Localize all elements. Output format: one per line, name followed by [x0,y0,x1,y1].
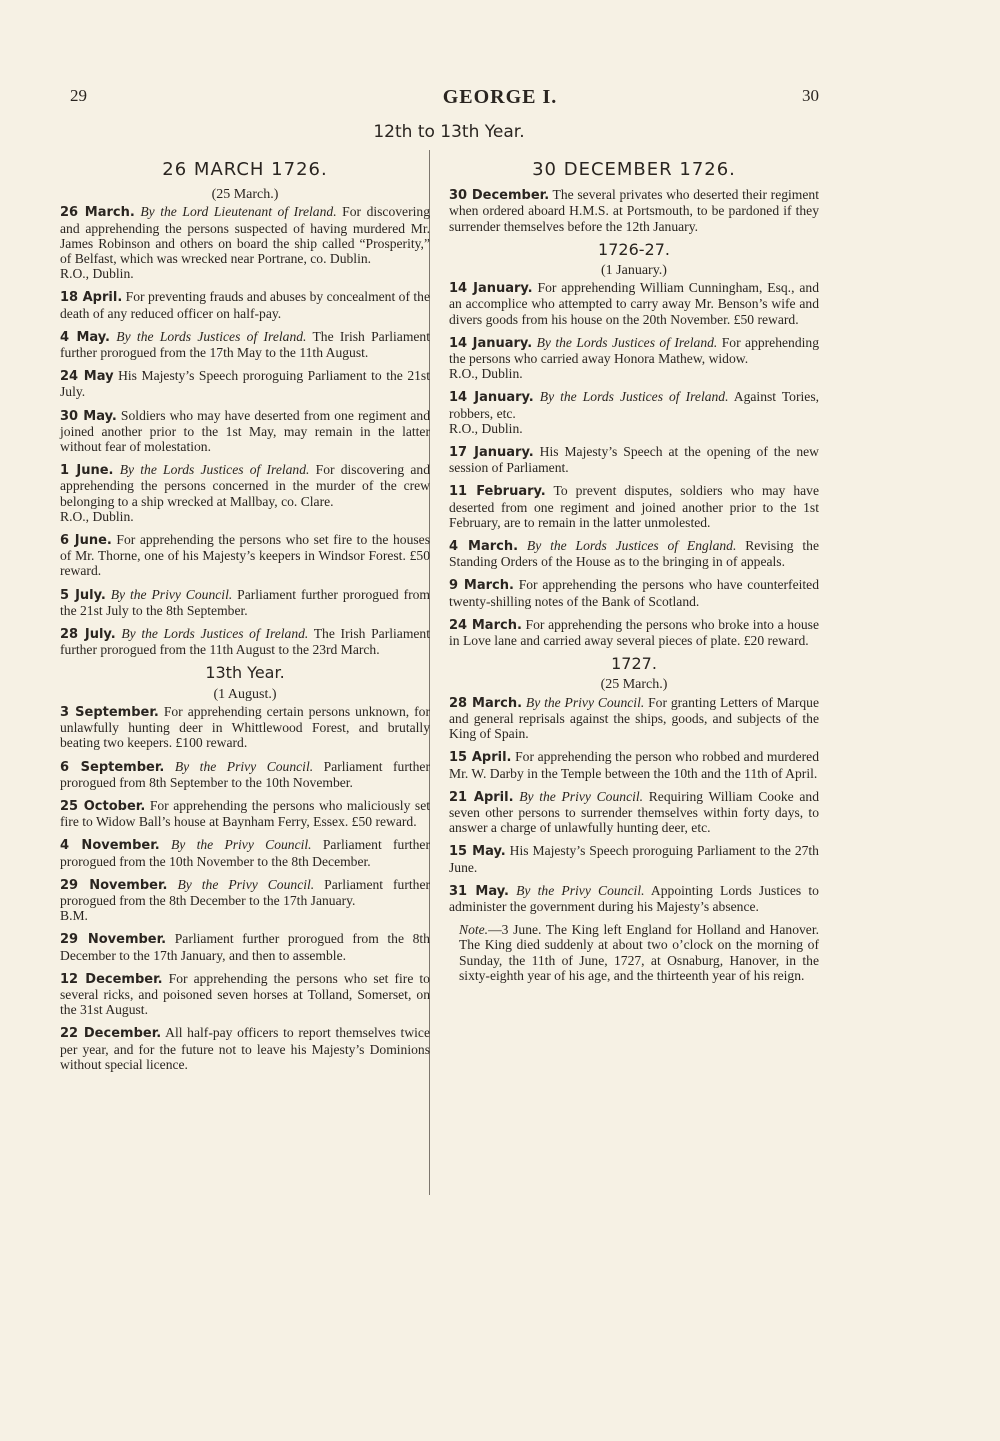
proclamation-entry [60,837,430,868]
entry-text: Parliament further prorogued from the 10th November to the 8th December. [60,837,430,869]
entry-date: 29 November. [60,877,168,893]
proclamation-entry [449,444,819,475]
entry-authority: By the Privy Council. [170,837,312,853]
left-column [60,158,430,1080]
entry-date: 5 July. [60,587,106,603]
entry-authority: By the Lords Justices of Ireland. [536,334,718,350]
entry-date: 3 September. [60,704,159,720]
entry-text: For apprehending the persons who maliciously set fire to Widow Ball’s house at Baynham Ferry, Essex. £50 reward. [60,797,430,830]
entry-text: For apprehending the persons who set fire to the houses of Mr. Thorne, one of his Majesty’s keepers in Windsor Forest. £50 reward. [60,532,430,579]
note-label: Note. [459,922,489,938]
entry-list [60,704,430,1072]
proclamation-entry [449,577,819,608]
entry-text: For discovering and apprehending the persons suspected of having murdered Mr. James Robinson and others on board the ship called “Prosperity,” of Belfast, which was wrecked near Portrane, co. Dublin. [60,204,430,267]
entry-text: His Majesty’s Speech proroguing Parliament to the 27th June. [449,843,819,875]
proclamation-entry [60,368,430,399]
proclamation-entry [449,789,819,836]
entry-text: Revising the Standing Orders of the House as to the bringing in of appeals. [449,538,820,570]
entry-text: Parliament further prorogued from the 8th December to the 17th January, and then to assemble. [60,931,430,963]
entry-date: 6 June. [60,533,112,549]
entry-text: The Irish Parliament further prorogued from the 11th August to the 23rd March. [60,626,431,658]
entry-date: 21 April. [449,789,514,805]
section-heading: 26 MARCH 1726. [162,159,328,180]
entry-date: 28 July. [60,627,116,643]
entry-text: His Majesty’s Speech at the opening of the new session of Parliament. [449,444,819,476]
proclamation-entry [60,877,430,924]
proclamation-entry [60,204,430,281]
proclamation-entry [449,749,819,780]
entry-text: Appointing Lords Justices to administer the government during his Majesty’s absence. [449,882,819,914]
entry-text: Parliament further prorogued from the 8th December to the 17th January. [60,876,431,908]
entry-text: For preventing frauds and abuses by concealment of the death of any reduced officer on half-pay. [60,289,431,321]
proclamation-entry [449,389,819,436]
entry-reference: R.O., Dublin. [449,366,523,382]
entry-list [449,695,819,914]
entry-date: 22 December. [60,1026,162,1042]
entry-date: 30 December. [449,188,550,204]
entry-date: 30 May. [60,408,117,424]
entry-date: 12 December. [60,971,163,987]
proclamation-entry [60,931,430,962]
entry-date: 26 March. [60,205,135,221]
entry-authority: By the Privy Council. [525,694,645,710]
note [459,922,819,983]
year-date: (1 January.) [601,263,667,279]
proclamation-entry [60,408,430,455]
entry-text: For apprehending certain persons unknown, for unlawfully hunting deer in Whittlewood Forest, and brutally beating two keepers. £100 reward. [60,703,430,751]
entry-date: 29 November. [60,932,167,948]
note-text: —3 June. The King left England for Holland and Hanover. The King died suddenly at about two o’clock on the morning of Sunday, the 11th of June, 1727, at Osnaburg, Hanover, in the sixty-eighth year of his age, and the thirteenth year of his reign. [459,922,819,983]
page-number-right: 30 [802,86,819,105]
entry-text: Against Tories, robbers, etc. [449,389,820,421]
proclamation-entry [60,462,430,524]
year-range-subtitle: 12th to 13th Year. [373,122,525,142]
entry-text: For granting Letters of Marque and general reprisals against the ships, goods, and subjects of the King of Spain. [449,694,819,742]
entry-date: 15 April. [449,750,512,766]
entry-reference: B.M. [60,908,88,924]
entry-date: 17 January. [449,445,534,461]
entry-date: 1 June. [60,463,114,479]
entry-authority: By the Lord Lieutenant of Ireland. [140,204,337,220]
section-heading: 30 DECEMBER 1726. [532,159,736,180]
entry-date: 14 January. [449,281,533,297]
entry-date: 4 May. [60,329,110,345]
entry-text: For apprehending the persons who have counterfeited twenty-shilling notes of the Bank of Scotland. [449,577,819,609]
entry-text: The Irish Parliament further prorogued from the 17th May to the 11th August. [60,328,430,361]
running-title: GEORGE I. [442,86,558,108]
entry-authority: By the Lords Justices of Ireland. [539,389,729,405]
entry-list [60,204,430,657]
entry-date: 31 May. [449,883,509,899]
entry-text: For apprehending the person who robbed and murdered Mr. W. Darby in the Temple between the 10th and the 11th of April. [449,749,819,781]
entry-date: 24 May [60,369,114,385]
entry-date: 4 November. [60,838,160,854]
proclamation-entry [449,280,819,327]
proclamation-entry [60,1025,430,1072]
proclamation-entry [449,335,819,382]
proclamation-entry [449,538,819,569]
entry-date: 14 January. [449,390,534,406]
proclamation-entry [60,798,430,829]
year-heading: 1727. [611,654,657,674]
entry-text: All half-pay officers to report themselves twice per year, and for the future not to leave his Majesty’s Dominions without special licence. [60,1025,430,1072]
entry-text: For apprehending William Cunningham, Esq., and an accomplice who attempted to carry away Mr. Benson’s wife and divers goods from his house on the 20th November. £50 reward. [449,280,819,327]
entry-date: 11 February. [449,484,546,500]
entry-authority: By the Lords Justices of Ireland. [119,462,310,478]
entry-date: 9 March. [449,578,514,594]
entry-authority: By the Lords Justices of England. [526,538,737,554]
proclamation-entry [449,843,819,874]
right-column [449,158,819,983]
proclamation-entry [449,883,819,914]
entry-list [449,187,819,234]
entry-text: Parliament further prorogued from 8th September to the 10th November. [60,758,430,790]
year-heading: 1726-27. [598,239,670,259]
entry-authority: By the Privy Council. [174,758,314,774]
proclamation-entry [60,289,430,320]
entry-date: 14 January. [449,335,533,351]
proclamation-entry [60,759,430,790]
entry-date: 4 March. [449,539,519,555]
entry-reference: R.O., Dublin. [60,508,134,524]
entry-date: 25 October. [60,798,146,814]
entry-reference: R.O., Dublin. [60,266,134,282]
entry-authority: By the Privy Council. [519,788,644,804]
proclamation-entry [60,704,430,751]
entry-text: For apprehending the persons who broke into a house in Love lane and carried away several pieces of plate. £20 reward. [449,616,819,649]
proclamation-entry [60,971,430,1018]
proclamation-entry [449,187,819,234]
entry-reference: R.O., Dublin. [449,420,523,436]
proclamation-entry [60,626,430,657]
entry-date: 28 March. [449,695,523,711]
entry-text: To prevent disputes, soldiers who may have deserted from one regiment and joined another prior to the 1st February, are to remain in the latter unmolested. [449,483,819,530]
entry-list [449,280,819,648]
entry-text: His Majesty’s Speech proroguing Parliament to the 21st July. [60,368,430,400]
entry-date: 6 September. [60,759,165,775]
entry-text: Parliament further prorogued from the 21st July to the 8th September. [60,586,431,618]
year-date: (1 August.) [213,686,277,702]
proclamation-entry [60,329,430,360]
entry-text: Soldiers who may have deserted from one regiment and joined another prior to the 1st May, may remain in the latter without fear of molestation. [60,407,430,455]
proclamation-entry [449,483,819,530]
entry-date: 24 March. [449,617,522,633]
proclamation-entry [60,587,430,618]
entry-text: For apprehending the persons who carried away Honora Mathew, widow. [449,334,820,367]
entry-authority: By the Lords Justices of Ireland. [116,328,307,344]
entry-text: Requiring William Cooke and seven other persons to surrender themselves within forty days, to answer a charge of unlawfully hunting deer, etc. [449,788,819,836]
entry-text: For discovering and apprehending the persons concerned in the murder of the crew belonging to a ship wrecked at Mallbay, co. Clare. [60,462,430,509]
section-date: (25 March.) [211,187,279,203]
entry-date: 15 May. [449,844,506,860]
entry-authority: By the Lords Justices of Ireland. [121,626,309,642]
year-heading: 13th Year. [205,663,285,683]
entry-date: 18 April. [60,290,123,306]
entry-text: For apprehending the persons who set fire to several ricks, and poisoned seven horses at Tolland, Somerset, on the 31st August. [60,970,430,1018]
entry-authority: By the Privy Council. [177,876,315,892]
entry-authority: By the Privy Council. [110,586,233,602]
proclamation-entry [449,695,819,742]
proclamation-entry [449,617,819,648]
entry-authority: By the Privy Council. [516,882,645,898]
entry-text: The several privates who deserted their regiment when ordered aboard H.M.S. at Portsmouth, to be pardoned if they surrender themselves before the 12th January. [449,187,819,234]
year-date: (25 March.) [600,677,668,693]
proclamation-entry [60,532,430,579]
page-number-left: 29 [70,86,87,105]
